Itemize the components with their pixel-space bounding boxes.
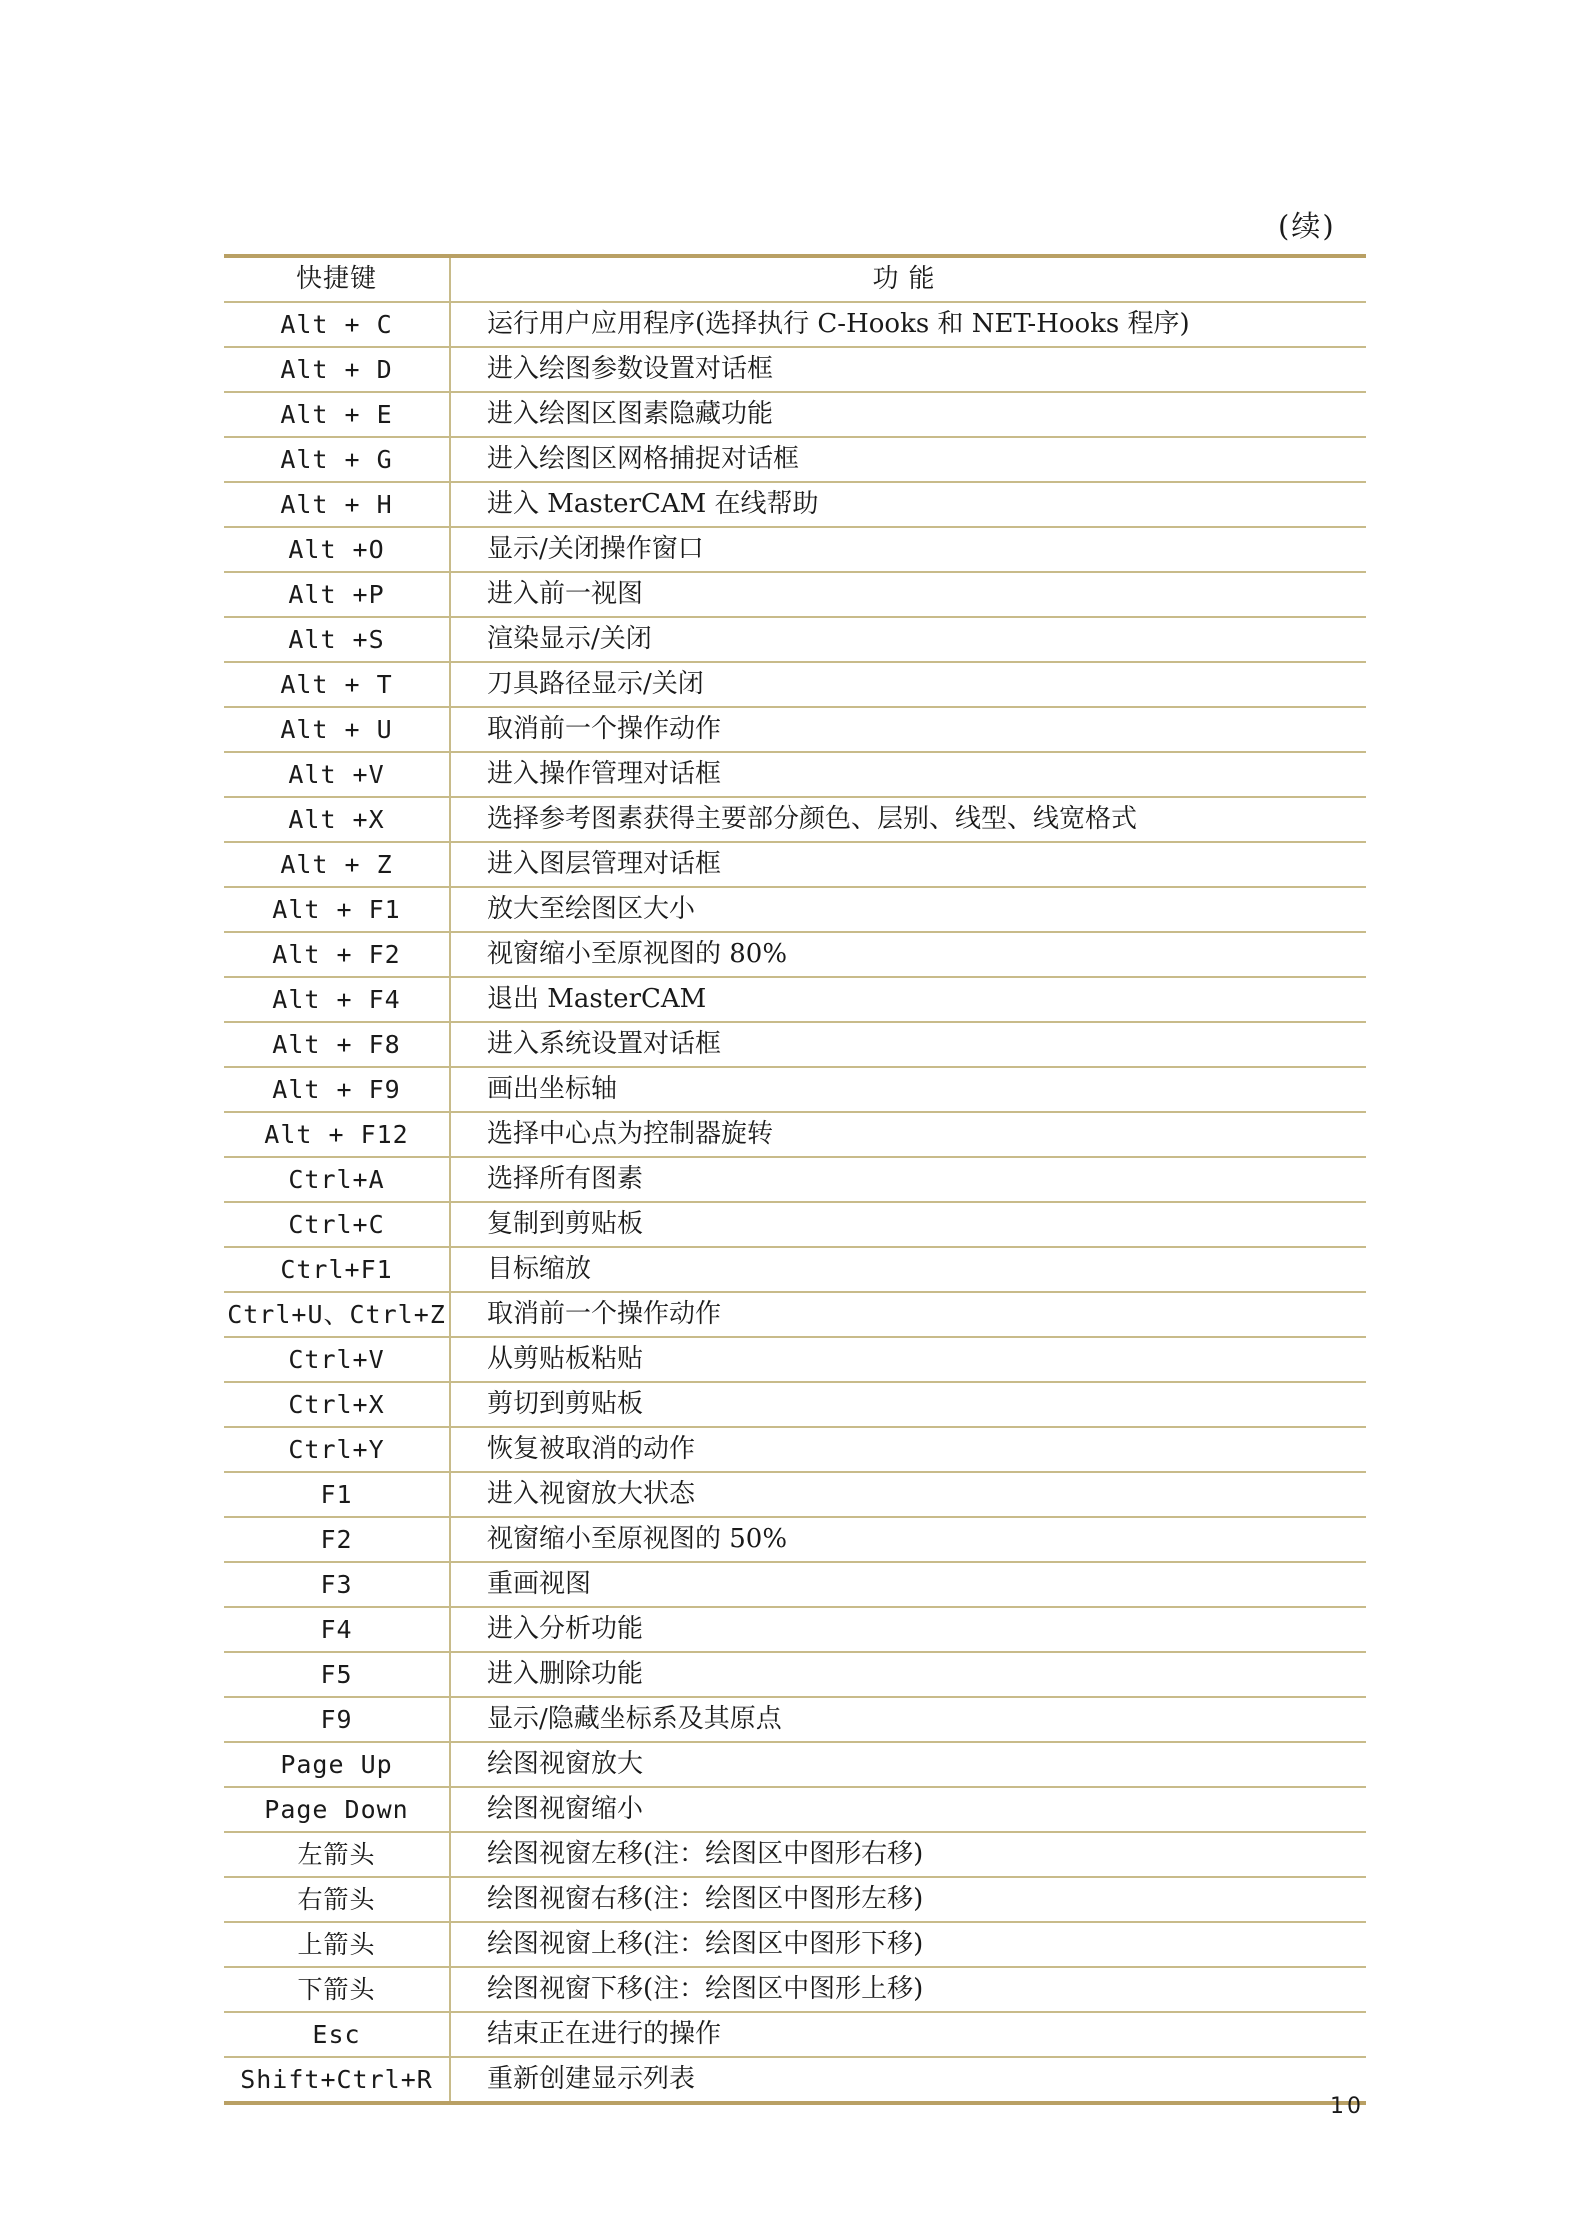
function-description-cell: 运行用户应用程序(选择执行 C-Hooks 和 NET-Hooks 程序)	[450, 302, 1366, 347]
table-row	[224, 527, 1366, 572]
table-row	[224, 1337, 1366, 1382]
table-row	[224, 1922, 1366, 1967]
shortcut-key-cell: Ctrl+C	[224, 1202, 450, 1247]
shortcut-key-cell: F2	[224, 1517, 450, 1562]
shortcut-key-cell: Alt + F4	[224, 977, 450, 1022]
function-description-cell: 绘图视窗左移(注：绘图区中图形右移)	[450, 1832, 1366, 1877]
function-description-cell: 取消前一个操作动作	[450, 1292, 1366, 1337]
table-row	[224, 1742, 1366, 1787]
function-description-cell: 重画视图	[450, 1562, 1366, 1607]
function-description-cell: 视窗缩小至原视图的 50%	[450, 1517, 1366, 1562]
shortcut-key-cell: 左箭头	[224, 1832, 450, 1877]
function-description-cell: 视窗缩小至原视图的 80%	[450, 932, 1366, 977]
table-row	[224, 1652, 1366, 1697]
function-description-cell: 重新创建显示列表	[450, 2057, 1366, 2103]
table-row	[224, 572, 1366, 617]
table-header	[224, 256, 1366, 302]
shortcut-key-cell: Alt + H	[224, 482, 450, 527]
shortcut-key-cell: Alt + T	[224, 662, 450, 707]
shortcut-key-cell: Alt + U	[224, 707, 450, 752]
table-row	[224, 932, 1366, 977]
table-row	[224, 437, 1366, 482]
function-description-cell: 进入视窗放大状态	[450, 1472, 1366, 1517]
shortcut-key-cell: Alt +P	[224, 572, 450, 617]
function-description-cell: 进入绘图区图素隐藏功能	[450, 392, 1366, 437]
table-row	[224, 752, 1366, 797]
table-row	[224, 2012, 1366, 2057]
table-row	[224, 347, 1366, 392]
shortcut-key-cell: Alt +S	[224, 617, 450, 662]
function-description-cell: 选择中心点为控制器旋转	[450, 1112, 1366, 1157]
table-row	[224, 1427, 1366, 1472]
shortcut-key-cell: F5	[224, 1652, 450, 1697]
shortcut-key-cell: Alt + F2	[224, 932, 450, 977]
shortcut-key-cell: F4	[224, 1607, 450, 1652]
shortcut-key-cell: Alt +V	[224, 752, 450, 797]
table-row	[224, 797, 1366, 842]
function-description-cell: 取消前一个操作动作	[450, 707, 1366, 752]
function-description-cell: 选择参考图素获得主要部分颜色、层别、线型、线宽格式	[450, 797, 1366, 842]
header-row	[224, 256, 1366, 302]
shortcut-key-cell: Alt +O	[224, 527, 450, 572]
function-description-cell: 放大至绘图区大小	[450, 887, 1366, 932]
function-description-cell: 显示/隐藏坐标系及其原点	[450, 1697, 1366, 1742]
function-description-cell: 进入系统设置对话框	[450, 1022, 1366, 1067]
shortcut-table	[224, 254, 1366, 2105]
table-row	[224, 662, 1366, 707]
table-row	[224, 617, 1366, 662]
function-description-cell: 进入图层管理对话框	[450, 842, 1366, 887]
header-shortcut: 快捷键	[224, 256, 450, 302]
function-description-cell: 进入分析功能	[450, 1607, 1366, 1652]
shortcut-key-cell: Ctrl+F1	[224, 1247, 450, 1292]
shortcut-key-cell: 上箭头	[224, 1922, 450, 1967]
table-row	[224, 1292, 1366, 1337]
function-description-cell: 结束正在进行的操作	[450, 2012, 1366, 2057]
table-row	[224, 1832, 1366, 1877]
function-description-cell: 绘图视窗上移(注：绘图区中图形下移)	[450, 1922, 1366, 1967]
table-row	[224, 1022, 1366, 1067]
function-description-cell: 复制到剪贴板	[450, 1202, 1366, 1247]
function-description-cell: 绘图视窗缩小	[450, 1787, 1366, 1832]
shortcut-key-cell: Page Down	[224, 1787, 450, 1832]
shortcut-key-cell: Alt + G	[224, 437, 450, 482]
header-function: 功能	[450, 256, 1366, 302]
shortcut-key-cell: Page Up	[224, 1742, 450, 1787]
function-description-cell: 目标缩放	[450, 1247, 1366, 1292]
shortcut-key-cell: F9	[224, 1697, 450, 1742]
function-description-cell: 进入操作管理对话框	[450, 752, 1366, 797]
function-description-cell: 渲染显示/关闭	[450, 617, 1366, 662]
function-description-cell: 绘图视窗下移(注：绘图区中图形上移)	[450, 1967, 1366, 2012]
shortcut-key-cell: Ctrl+A	[224, 1157, 450, 1202]
function-description-cell: 剪切到剪贴板	[450, 1382, 1366, 1427]
table-row	[224, 1607, 1366, 1652]
page-number: 10	[1330, 2094, 1364, 2119]
shortcut-key-cell: Ctrl+X	[224, 1382, 450, 1427]
shortcut-key-cell: Esc	[224, 2012, 450, 2057]
shortcut-key-cell: 下箭头	[224, 1967, 450, 2012]
table-row	[224, 707, 1366, 752]
shortcut-key-cell: Shift+Ctrl+R	[224, 2057, 450, 2103]
table-row	[224, 887, 1366, 932]
table-body	[224, 302, 1366, 2103]
function-description-cell: 选择所有图素	[450, 1157, 1366, 1202]
shortcut-key-cell: F1	[224, 1472, 450, 1517]
table-row	[224, 842, 1366, 887]
shortcut-key-cell: Alt + Z	[224, 842, 450, 887]
table-row	[224, 1472, 1366, 1517]
shortcut-key-cell: Alt + F9	[224, 1067, 450, 1112]
shortcut-key-cell: Alt + F8	[224, 1022, 450, 1067]
table-row	[224, 1247, 1366, 1292]
table-row	[224, 482, 1366, 527]
function-description-cell: 恢复被取消的动作	[450, 1427, 1366, 1472]
shortcut-table-container	[224, 254, 1366, 2105]
shortcut-key-cell: Alt + E	[224, 392, 450, 437]
shortcut-key-cell: Alt + D	[224, 347, 450, 392]
shortcut-key-cell: Alt + C	[224, 302, 450, 347]
table-row	[224, 1697, 1366, 1742]
table-row	[224, 1202, 1366, 1247]
table-row	[224, 302, 1366, 347]
table-row	[224, 1967, 1366, 2012]
table-row	[224, 1067, 1366, 1112]
table-row	[224, 1157, 1366, 1202]
function-description-cell: 进入删除功能	[450, 1652, 1366, 1697]
shortcut-key-cell: Alt +X	[224, 797, 450, 842]
function-description-cell: 进入绘图区网格捕捉对话框	[450, 437, 1366, 482]
shortcut-key-cell: Ctrl+V	[224, 1337, 450, 1382]
function-description-cell: 显示/关闭操作窗口	[450, 527, 1366, 572]
table-row	[224, 1382, 1366, 1427]
table-row	[224, 1562, 1366, 1607]
function-description-cell: 退出 MasterCAM	[450, 977, 1366, 1022]
function-description-cell: 绘图视窗放大	[450, 1742, 1366, 1787]
shortcut-key-cell: Ctrl+Y	[224, 1427, 450, 1472]
function-description-cell: 进入绘图参数设置对话框	[450, 347, 1366, 392]
function-description-cell: 绘图视窗右移(注：绘图区中图形左移)	[450, 1877, 1366, 1922]
table-row	[224, 392, 1366, 437]
function-description-cell: 从剪贴板粘贴	[450, 1337, 1366, 1382]
continued-label: (续)	[1278, 209, 1336, 243]
shortcut-key-cell: F3	[224, 1562, 450, 1607]
shortcut-key-cell: Alt + F1	[224, 887, 450, 932]
table-row	[224, 1517, 1366, 1562]
shortcut-key-cell: 右箭头	[224, 1877, 450, 1922]
table-row	[224, 977, 1366, 1022]
function-description-cell: 进入 MasterCAM 在线帮助	[450, 482, 1366, 527]
shortcut-key-cell: Ctrl+U、Ctrl+Z	[224, 1292, 450, 1337]
function-description-cell: 刀具路径显示/关闭	[450, 662, 1366, 707]
shortcut-key-cell: Alt + F12	[224, 1112, 450, 1157]
table-row	[224, 1787, 1366, 1832]
function-description-cell: 进入前一视图	[450, 572, 1366, 617]
function-description-cell: 画出坐标轴	[450, 1067, 1366, 1112]
table-row	[224, 1877, 1366, 1922]
table-row	[224, 1112, 1366, 1157]
table-row	[224, 2057, 1366, 2103]
